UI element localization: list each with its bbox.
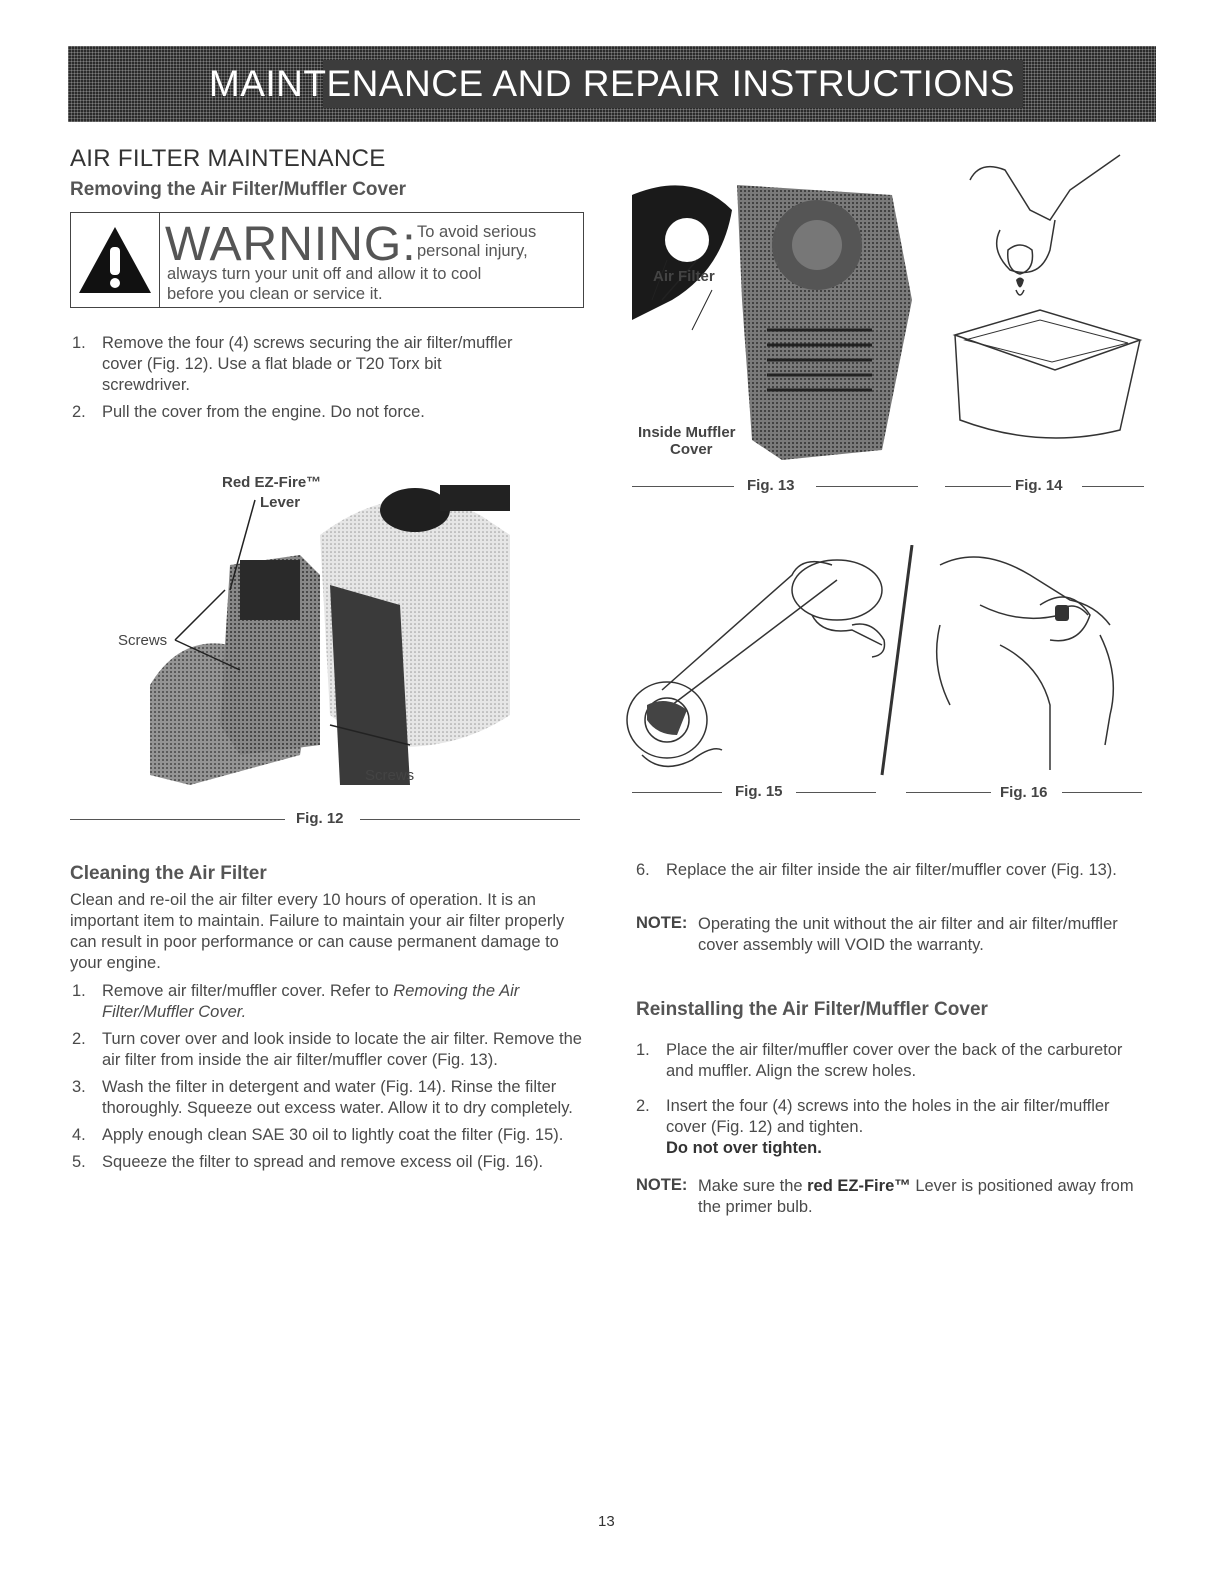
note-warranty	[636, 914, 1136, 956]
warning-word: WARNING:	[165, 218, 417, 271]
list-item: 6. Replace the air filter inside the air filter/muffler cover (Fig. 13).	[636, 861, 1117, 879]
fig16-caption-rule-left	[906, 792, 991, 793]
fig12-caption-rule-left	[70, 819, 285, 820]
header-banner	[68, 46, 1156, 122]
fig15-caption-rule-left	[632, 792, 722, 793]
fig14-caption: Fig. 14	[1015, 477, 1063, 494]
fig12-label-lever-1: Red EZ-Fire™	[222, 474, 322, 491]
reinstall-heading: Reinstalling the Air Filter/Muffler Cover	[636, 999, 988, 1020]
replace-step	[636, 860, 1146, 887]
fig13-caption-rule-left	[632, 486, 734, 487]
warning-line3: always turn your unit off and allow it to cool	[167, 265, 482, 283]
warning-line2: personal injury,	[417, 242, 528, 260]
fig15-caption: Fig. 15	[735, 783, 783, 800]
fig13-label-inside-2: Cover	[670, 441, 713, 458]
fig13-caption: Fig. 13	[747, 477, 795, 494]
list-item: 2. Insert the four (4) screws into the holes in the air filter/muffler cover (Fig. 12) and tighten. Do not over tighten.	[636, 1097, 1110, 1157]
warning-line1: To avoid serious	[417, 223, 537, 241]
note-label: NOTE:	[636, 1176, 688, 1194]
list-item: 4. Apply enough clean SAE 30 oil to lightly coat the filter (Fig. 15).	[72, 1126, 564, 1144]
note-lever	[636, 1176, 1141, 1218]
fig15-caption-rule-right	[796, 792, 876, 793]
fig12-label-lever-2: Lever	[260, 494, 301, 511]
warning-box	[70, 212, 584, 308]
fig13-caption-rule-right	[816, 486, 918, 487]
note-label: NOTE:	[636, 914, 688, 932]
reinstall-steps	[636, 1040, 1141, 1165]
fig15-illustration	[622, 545, 922, 780]
cleaning-heading: Cleaning the Air Filter	[70, 863, 267, 884]
list-item: 1. Place the air filter/muffler cover over the back of the carburetor and muffler. Align the screw holes.	[636, 1041, 1123, 1080]
do-not-over-tighten: Do not over tighten.	[666, 1139, 822, 1157]
list-item: 1. Remove the four (4) screws securing the air filter/muffler cover (Fig. 12). Use a flat blade or T20 Torx bit screwdriver.	[72, 334, 513, 394]
list-item: 2. Turn cover over and look inside to locate the air filter. Remove the air filter from inside the air filter/muffler cover (Fig. 13).	[72, 1030, 582, 1069]
list-item: 2. Pull the cover from the engine. Do not force.	[72, 403, 425, 421]
fig12-label-screws-top: Screws	[118, 632, 168, 649]
page-number: 13	[598, 1513, 615, 1530]
removing-heading: Removing the Air Filter/Muffler Cover	[70, 179, 407, 200]
warning-line4: before you clean or service it.	[167, 285, 383, 303]
fig14-caption-rule-left	[945, 486, 1011, 487]
list-item: 3. Wash the filter in detergent and water (Fig. 14). Rinse the filter thoroughly. Squeeze out excess water. Allow it to dry completely.	[72, 1078, 573, 1117]
fig16-caption: Fig. 16	[1000, 784, 1048, 801]
fig14-illustration	[940, 150, 1150, 470]
fig16-caption-rule-right	[1062, 792, 1142, 793]
fig16-illustration	[920, 545, 1150, 775]
list-item: 5. Squeeze the filter to spread and remove excess oil (Fig. 16).	[72, 1153, 544, 1171]
fig13-label-inside-1: Inside Muffler	[638, 424, 736, 441]
fig12-caption-rule-right	[360, 819, 580, 820]
list-item: 1. Remove air filter/muffler cover. Refer to Removing the Air Filter/Muffler Cover.	[72, 982, 520, 1021]
fig12-illustration	[70, 455, 582, 805]
fig13-label-air-filter: Air Filter	[653, 268, 715, 285]
warning-triangle-icon	[71, 213, 160, 307]
fig14-caption-rule-right	[1082, 486, 1144, 487]
cleaning-intro: Clean and re-oil the air filter every 10 hours of operation. It is an important item to maintain. Failure to maintain your air filter properly can result in poor performance or can cause permanent damage to your engine.	[70, 891, 565, 972]
fig13-illustration	[632, 150, 922, 460]
banner-title: MAINTENANCE AND REPAIR INSTRUCTIONS	[208, 63, 1016, 104]
note-text: Make sure the red EZ-Fire™ Lever is positioned away from the primer bulb.	[698, 1177, 1134, 1216]
note-text: Operating the unit without the air filter and air filter/muffler cover assembly will VOID the warranty.	[698, 915, 1118, 954]
fig12-caption: Fig. 12	[296, 810, 344, 827]
removing-steps	[72, 333, 532, 429]
section-title: AIR FILTER MAINTENANCE	[70, 145, 386, 172]
fig12-label-screws-bottom: Screws	[365, 767, 415, 784]
cleaning-steps	[72, 981, 582, 1179]
